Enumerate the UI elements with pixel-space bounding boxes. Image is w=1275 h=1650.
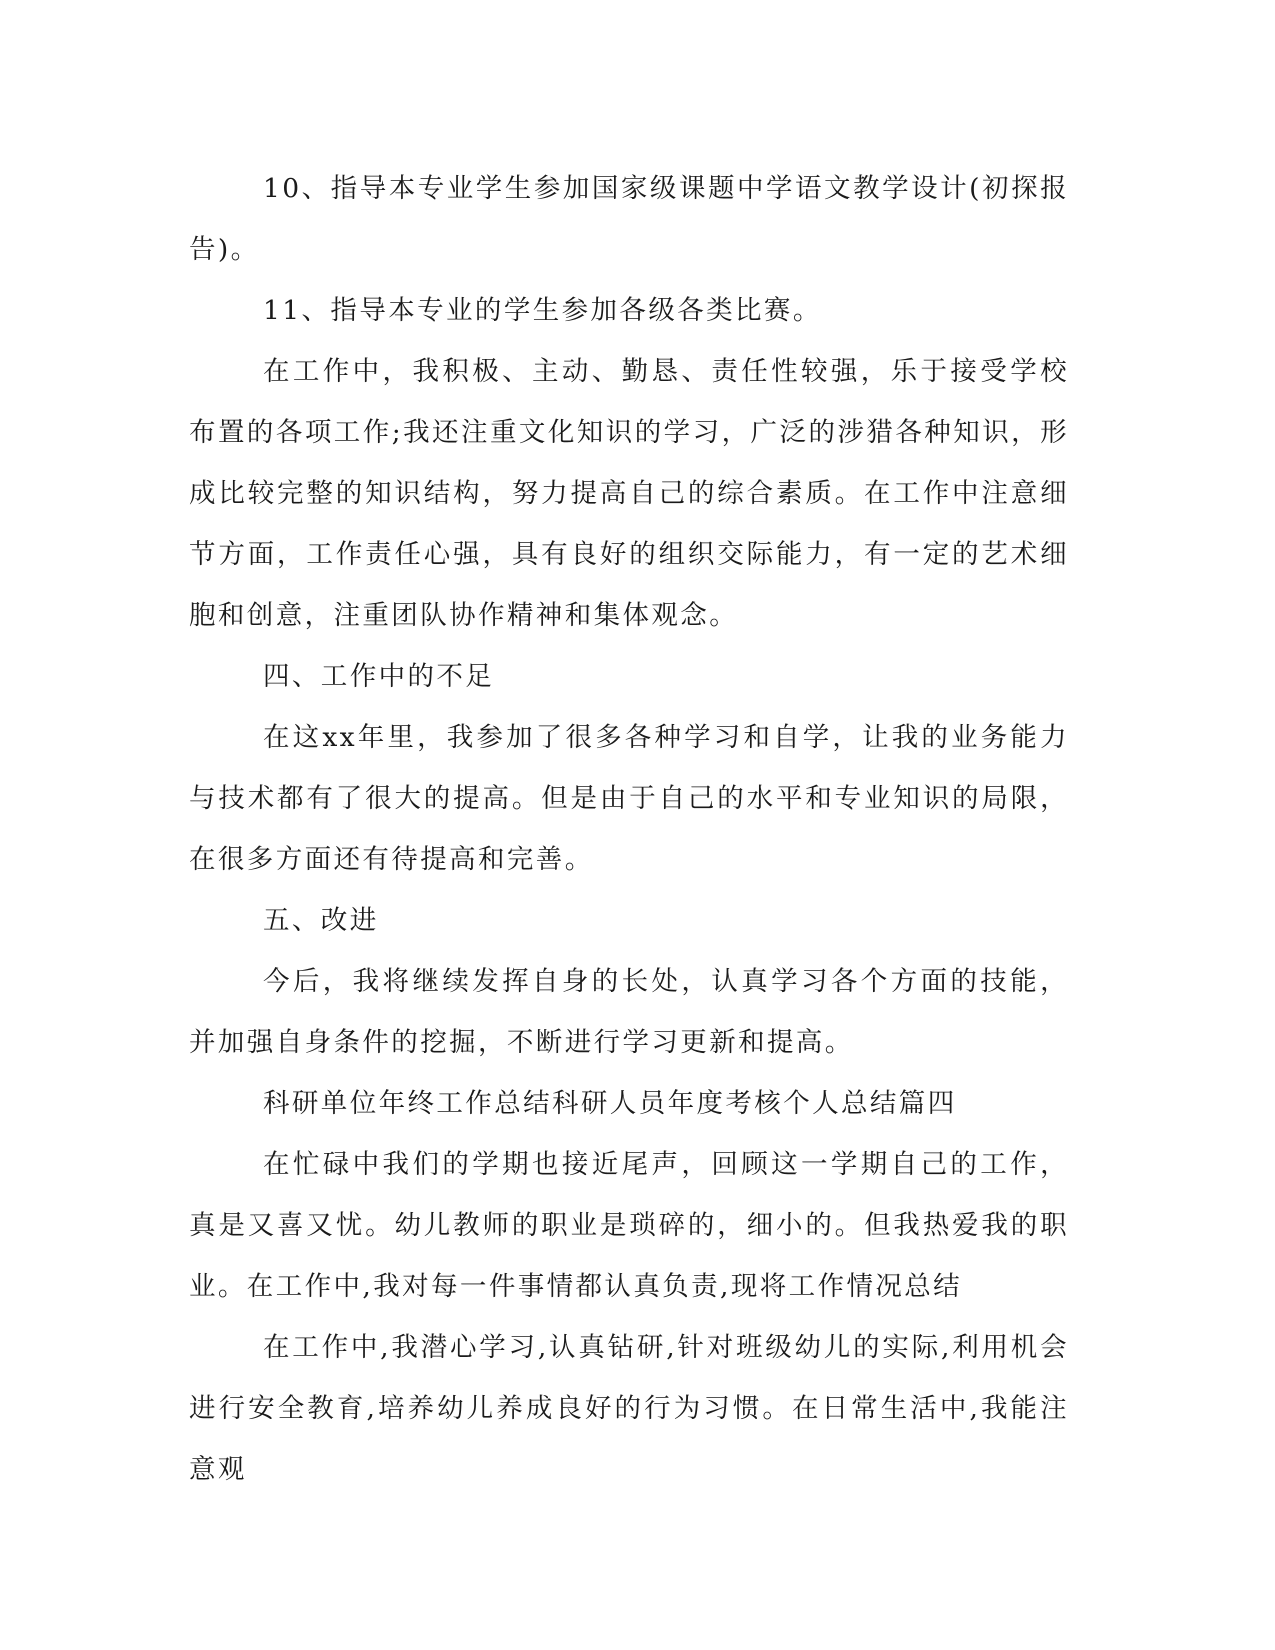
section-heading-shortcomings: 四、工作中的不足: [263, 661, 495, 692]
paragraph-work-attitude: 在工作中，我积极、主动、勤恳、责任性较强，乐于接受学校布置的各项工作;我还注重文化知识的学习，广泛的涉猎各种知识，形成比较完整的知识结构，努力提高自己的综合素质。在工作中注意细节方面，工作责任心强，具有良好的组织交际能力，有一定的艺术细胞和创意，注重团队协作精神和集体观念。: [189, 356, 1069, 631]
section-heading-improvement: 五、改进: [263, 905, 379, 936]
paragraph-item-11: 11、指导本专业的学生参加各级各类比赛。: [263, 295, 822, 326]
paragraph-work-details: 在工作中,我潜心学习,认真钻研,针对班级幼儿的实际,利用机会进行安全教育,培养幼儿养成良好的行为习惯。在日常生活中,我能注意观: [189, 1332, 1069, 1485]
article-title-part-four: 科研单位年终工作总结科研人员年度考核个人总结篇四: [263, 1088, 957, 1119]
paragraph-shortcomings: 在这xx年里，我参加了很多各种学习和自学，让我的业务能力与技术都有了很大的提高。但是由于自己的水平和专业知识的局限，在很多方面还有待提高和完善。: [189, 722, 1069, 875]
paragraph-semester-review: 在忙碌中我们的学期也接近尾声，回顾这一学期自己的工作，真是又喜又忧。幼儿教师的职业是琐碎的，细小的。但我热爱我的职业。在工作中,我对每一件事情都认真负责,现将工作情况总结: [189, 1149, 1069, 1302]
paragraph-improvement: 今后，我将继续发挥自身的长处，认真学习各个方面的技能，并加强自身条件的挖掘，不断进行学习更新和提高。: [189, 966, 1069, 1058]
paragraph-item-10: 10、指导本专业学生参加国家级课题中学语文教学设计(初探报告)。: [189, 173, 1069, 265]
document-body: [189, 158, 1069, 1500]
